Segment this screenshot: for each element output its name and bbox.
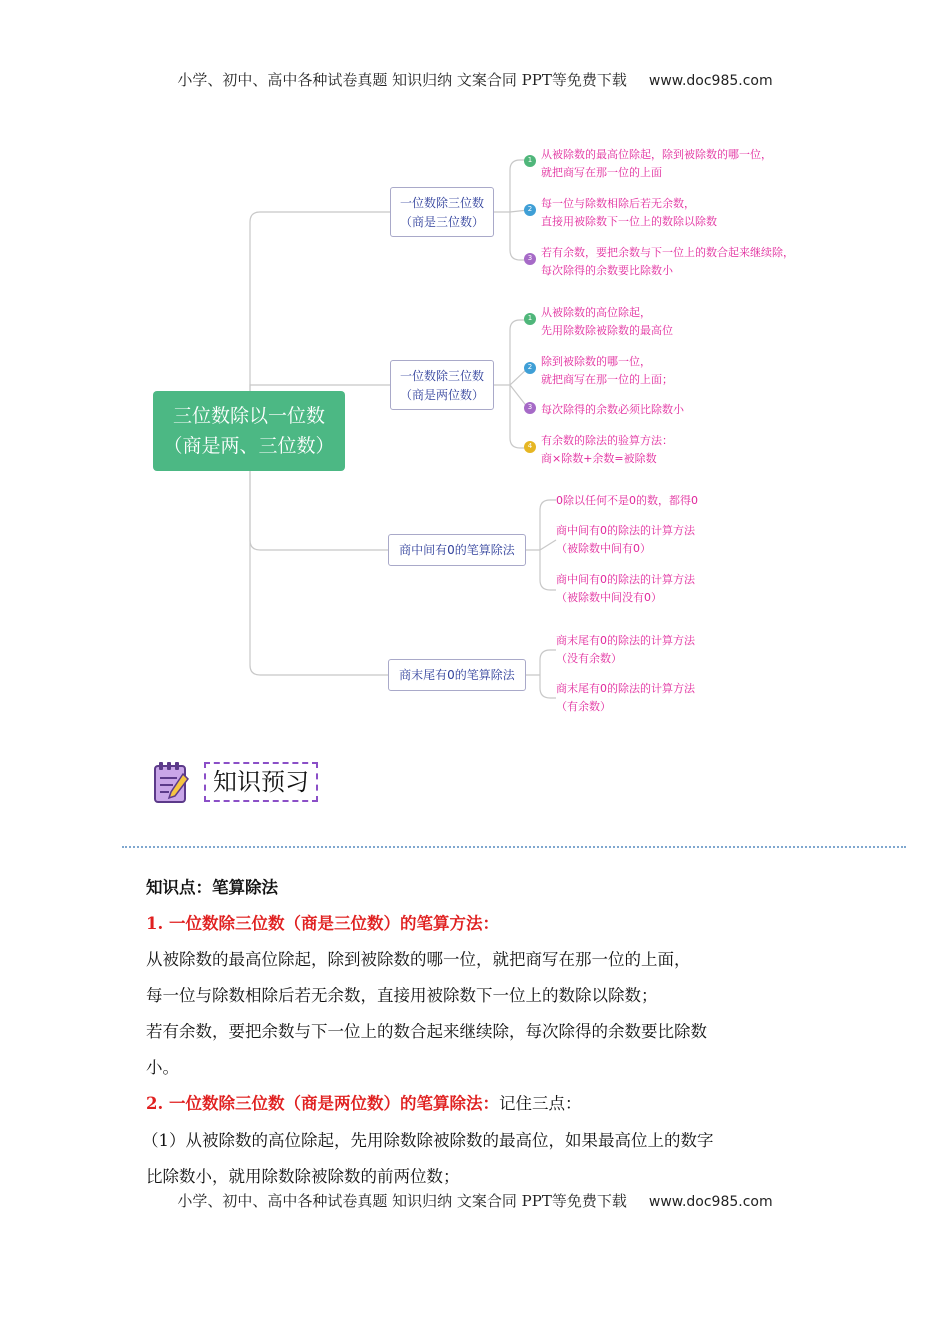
leaf-text: 商末尾有0的除法的计算方法	[556, 682, 695, 695]
p1-title: 1. 一位数除三位数（商是三位数）的笔算方法：	[146, 914, 499, 933]
branch-1-line-2: （商是三位数）	[399, 215, 484, 229]
branch-2-line-2: （商是两位数）	[399, 388, 484, 402]
branch-3-line-1: 商中间有0的笔算除法	[399, 543, 515, 557]
leaf-4-1	[556, 632, 695, 668]
leaf-1-3	[541, 244, 794, 280]
section-divider	[122, 846, 906, 848]
leaf-text: 商中间有0的除法的计算方法	[556, 524, 695, 537]
leaf-1-2	[541, 195, 717, 231]
footer-site: www.doc985.com	[648, 1194, 773, 1210]
leaf-text: 每一位与除数相除后若无余数，	[541, 197, 695, 210]
leaf-2-2	[541, 353, 673, 389]
connector-branch-1	[250, 212, 390, 391]
leaf-text: 从被除数的最高位除起，除到被除数的哪一位，	[541, 148, 772, 161]
connector-branch-4	[250, 471, 388, 675]
leaf-text: 就把商写在那一位的上面	[541, 166, 662, 179]
leaf-text: 就把商写在那一位的上面；	[541, 373, 673, 386]
leaf-text: 直接用被除数下一位上的数除以除数	[541, 215, 717, 228]
leaf-text: （被除数中间有0）	[556, 542, 651, 555]
connector-branch-3	[250, 471, 388, 550]
leaf-text: 商×除数+余数=被除数	[541, 452, 657, 465]
leaf-text: 从被除数的高位除起，	[541, 306, 651, 319]
leaf-text: 有余数的除法的验算方法：	[541, 434, 673, 447]
branch-1	[390, 187, 494, 237]
leaf-text: 若有余数，要把余数与下一位上的数合起来继续除，	[541, 246, 794, 259]
leaf-text: 商中间有0的除法的计算方法	[556, 573, 695, 586]
leaf-pin-icon: 4	[524, 441, 536, 453]
leaf-text: （没有余数）	[556, 652, 622, 665]
leaf-text: （有余数）	[556, 700, 611, 713]
leaf-4-2	[556, 680, 695, 716]
p1-line: 小。	[146, 1058, 179, 1077]
leaf-pin-icon: 2	[524, 204, 536, 216]
root-line-2: （商是两、三位数）	[163, 435, 335, 457]
leaf-2-3	[541, 401, 684, 419]
leaf-pin-icon: 2	[524, 362, 536, 374]
branch-3	[388, 534, 526, 566]
branch-2	[390, 360, 494, 410]
leaf-text: （被除数中间没有0）	[556, 591, 662, 604]
leaf-text: 商末尾有0的除法的计算方法	[556, 634, 695, 647]
leaf-text: 0除以任何不是0的数，都得0	[556, 494, 698, 507]
leaf-pin-icon: 3	[524, 402, 536, 414]
branch-4-line-1: 商末尾有0的笔算除法	[399, 668, 515, 682]
leaf-1-1	[541, 146, 772, 182]
leaf-2-1	[541, 304, 673, 340]
leaf-pin-icon: 3	[524, 253, 536, 265]
leaf-text: 每次除得的余数要比除数小	[541, 264, 673, 277]
leaf-2-4	[541, 432, 673, 468]
p2-title: 2. 一位数除三位数（商是两位数）的笔算除法：	[146, 1094, 499, 1113]
leaf-pin-icon: 1	[524, 155, 536, 167]
header-site: www.doc985.com	[648, 73, 773, 89]
notepad-pencil-icon	[153, 760, 189, 804]
p2-line: （1）从被除数的高位除起，先用除数除被除数的最高位，如果最高位上的数字	[142, 1131, 714, 1150]
content-heading: 知识点：笔算除法	[146, 878, 278, 897]
leaf-3-1	[556, 492, 698, 510]
leaf-text: 先用除数除被除数的最高位	[541, 324, 673, 337]
header-text: 小学、初中、高中各种试卷真题 知识归纳 文案合同 PPT等免费下载	[177, 71, 627, 89]
section-title: 知识预习	[204, 762, 318, 802]
leaf-pin-icon: 1	[524, 313, 536, 325]
leaf-3-2	[556, 522, 695, 558]
branch-1-line-1: 一位数除三位数	[399, 196, 484, 210]
leaf-text: 每次除得的余数必须比除数小	[541, 403, 684, 416]
leaf-text: 除到被除数的哪一位，	[541, 355, 651, 368]
mindmap-root	[153, 391, 345, 471]
leaf-3-3	[556, 571, 695, 607]
footer-text: 小学、初中、高中各种试卷真题 知识归纳 文案合同 PPT等免费下载	[177, 1192, 627, 1210]
page-footer	[0, 1190, 950, 1211]
root-line-1: 三位数除以一位数	[172, 405, 325, 427]
p2-line: 比除数小，就用除数除被除数的前两位数；	[146, 1167, 460, 1186]
p1-line: 若有余数，要把余数与下一位上的数合起来继续除，每次除得的余数要比除数	[146, 1022, 707, 1041]
p1-line: 每一位与除数相除后若无余数，直接用被除数下一位上的数除以除数；	[146, 986, 658, 1005]
p1-line: 从被除数的最高位除起，除到被除数的哪一位，就把商写在那一位的上面，	[146, 950, 691, 969]
p2-title-line	[146, 1090, 581, 1114]
branch-2-line-1: 一位数除三位数	[399, 369, 484, 383]
branch-4	[388, 659, 526, 691]
p2-suffix: 记住三点：	[498, 1094, 582, 1113]
